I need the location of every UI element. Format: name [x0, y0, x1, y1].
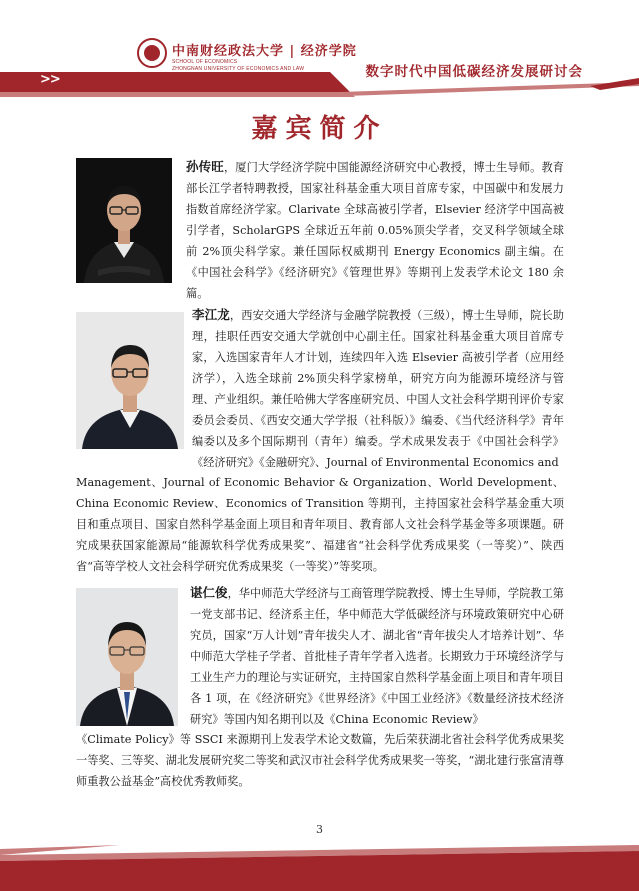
guest-bio-text-1: ，厦门大学经济学院中国能源经济研究中心教授，博士生导师。教育部长江学者特聘教授，国家社科基金重大项目首席专家，中国碳中和发展力指数首席经济学家。Clarivate 全球高被引学者，Elsevier 经济学中国高被引学者，ScholarGPS 全球近五年前 0.05%顶尖学者，交叉科学领域全球前 2%顶尖科学家。兼任国际权威期刊 Energy Economics 副主编。在《中国社会科学》《经济研究》《管理世界》等期刊上发表学术论文 180 余篇。 — [186, 161, 564, 300]
university-name-cn: 中南财经政法大学 | 经济学院 — [172, 44, 357, 59]
page-number: 3 — [316, 823, 323, 836]
page-header — [0, 0, 639, 100]
guest-portrait-2 — [76, 312, 184, 449]
guest-name-2: 李江龙 — [192, 307, 230, 322]
guest-portrait-3 — [76, 588, 178, 726]
guest-bio-3-continued: 《Climate Policy》等 SSCI 来源期刊上发表学术论文数篇，先后荣获湖北省社会科学优秀成果奖一等奖、三等奖、湖北发展研究奖二等奖和武汉市社会科学优秀成果奖一等奖，“湖北建行张富清尊师重教公益基金”高校优秀教师奖。 — [76, 733, 564, 788]
page-title: 嘉宾简介 — [251, 114, 388, 144]
guest-bio-text-2: ，西安交通大学经济与金融学院教授（三级），博士生导师，院长助理，挂职任西安交通大学就创中心副主任。国家社科基金重大项目首席专家，入选国家青年人才计划，连续四年入选 Elsevier 高被引学者（应用经济学），入选全球前 2%顶尖科学家榜单，研究方向为能源环境经济与管理、产业组织。兼任哈佛大学客座研究员、中国人文社会科学期刊评价专家委员会委员、《西安交通大学学报（社科版）》编委、《当代经济科学》青年编委以及多个国际期刊（青年）编委。学术成果发表于《中国社会科学》《经济研究》《金融研究》、Journal of Environmental Economics and — [192, 309, 564, 469]
guest-bio-text-3: ，华中师范大学经济与工商管理学院教授、博士生导师，学院教工第一党支部书记、经济系主任，华中师范大学低碳经济与环境政策研究中心研究员，国家“万人计划”青年拔尖人才、湖北省“青年拔尖人才培养计划”、华中师范大学桂子学者、首批桂子青年学者入选者。长期致力于环境经济学与工业生产力的理论与实证研究，主持国家自然科学基金面上项目和青年项目各 1 项，在《经济研究》《世界经济》《中国工业经济》《数量经济技术经济研究》等国内知名期刊以及《China Economic Review》 — [190, 587, 564, 726]
guest-bio-1 — [186, 156, 564, 304]
guest-portrait-1 — [76, 158, 172, 283]
footer-ribbon — [0, 845, 639, 891]
guest-name-3: 谌仁俊 — [190, 585, 228, 600]
guest-name-1: 孙传旺 — [186, 159, 224, 174]
chevron-right-icon: >> — [40, 72, 60, 87]
university-seal-logo — [137, 38, 167, 68]
header-ribbon — [0, 70, 639, 98]
university-name-en: ZHONGNAN UNIVERSITY OF ECONOMICS AND LAW — [172, 66, 305, 72]
university-logo-text — [172, 40, 357, 73]
guest-bio-3 — [190, 582, 564, 730]
conference-title: 数字时代中国低碳经济发展研讨会 — [365, 64, 583, 80]
guest-bio-2 — [192, 304, 564, 473]
school-name-en: SCHOOL OF ECONOMICS — [172, 59, 238, 65]
guest-bio-2-continued: Management、Journal of Economic Behavior & Organization、World Development、China Economic Review、Economics of Transition 等期刊，主持国家社会科学基金重大项目和重点项目、国家自然科学基金面上项目和青年项目、教育部人文社会科学基金等多项课题。研究成果获国家能源局“能源软科学优秀成果奖”、福建省“社会科学优秀成果奖（一等奖）”、陕西省“高等学校人文社会科学研究优秀成果奖（一等奖）”等奖项。 — [76, 476, 564, 573]
